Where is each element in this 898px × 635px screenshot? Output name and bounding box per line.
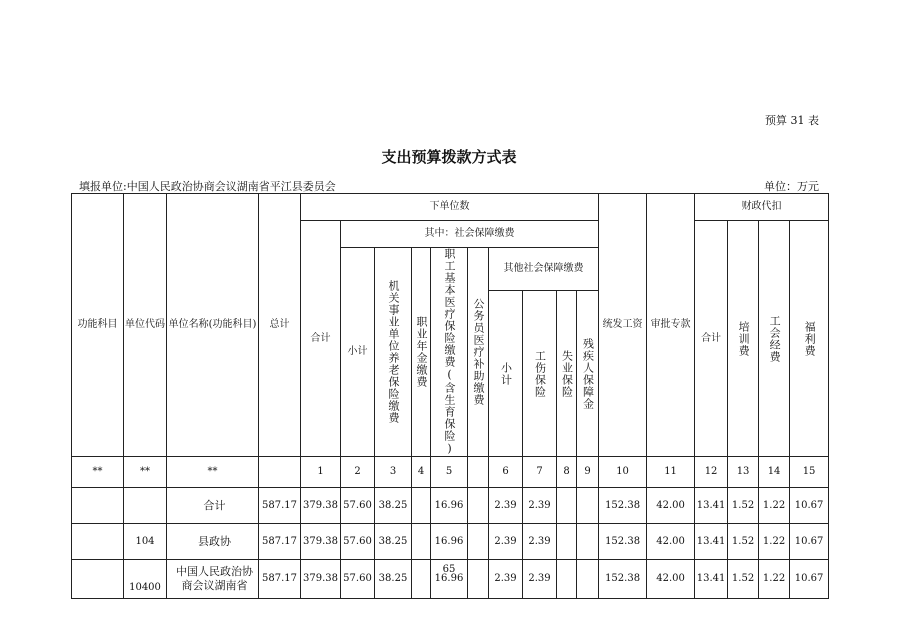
hdr-annuity: 职业年金缴费 [412, 248, 431, 457]
hdr-pension: 机关事业单位养老保险缴费 [375, 248, 412, 457]
hdr-welfare: 福利费 [790, 221, 829, 457]
hdr-func-subject: 功能科目 [72, 194, 124, 457]
hdr-injury: 工伤保险 [523, 291, 557, 457]
index-row: ** ** ** 1 2 3 4 5 6 7 8 9 10 11 12 13 14 15 [72, 457, 829, 488]
hdr-fd-total: 合计 [695, 221, 728, 457]
table-row: 104 县政协 587.17 379.38 57.60 38.25 16.96 2.39 2.39 152.38 42.00 13.41 1.52 1.22 10.67 [72, 524, 829, 560]
table-number-label: 预算 31 表 [765, 114, 819, 127]
page-number: 65 [442, 564, 456, 575]
hdr-civil-medical: 公务员医疗补助缴费 [468, 248, 489, 457]
reporting-unit: 填报单位:中国人民政治协商会议湖南省平江县委员会 [79, 180, 336, 193]
hdr-other-ss: 其他社会保障缴费 [489, 248, 599, 291]
hdr-lower-units: 下单位数 [301, 194, 599, 221]
table-row: 10400 中国人民政治协商会议湖南省 587.17 379.38 57.60 38.25 16.96 2.39 2.39 152.38 42.00 13.41 1.52 1.22 10.67 [72, 560, 829, 599]
hdr-unemployment: 失业保险 [557, 291, 577, 457]
table-row: 合计 587.17 379.38 57.60 38.25 16.96 2.39 2.39 152.38 42.00 13.41 1.52 1.22 10.67 [72, 488, 829, 524]
hdr-unit-code: 单位代码 [124, 194, 167, 457]
hdr-union: 工会经费 [759, 221, 790, 457]
hdr-unit-name: 单位名称(功能科目) [167, 194, 259, 457]
hdr-disability: 残疾人保障金 [577, 291, 599, 457]
appropriation-table [71, 193, 829, 599]
hdr-training: 培训费 [728, 221, 759, 457]
hdr-social-security: 其中：社会保障缴费 [341, 221, 599, 248]
hdr-approved-special: 审批专款 [647, 194, 695, 457]
hdr-ss-subtotal: 小计 [341, 248, 375, 457]
hdr-medical: 职工基本医疗保险缴费(含生育保险) [431, 248, 468, 457]
hdr-total: 总计 [259, 194, 301, 457]
hdr-subtotal: 合计 [301, 221, 341, 457]
page-title: 支出预算拨款方式表 [381, 148, 517, 166]
hdr-fiscal-deduct: 财政代扣 [695, 194, 829, 221]
hdr-unified-salary: 统发工资 [599, 194, 647, 457]
unit-of-measure: 单位：万元 [764, 180, 819, 193]
hdr-other-subtotal: 小计 [489, 291, 523, 457]
